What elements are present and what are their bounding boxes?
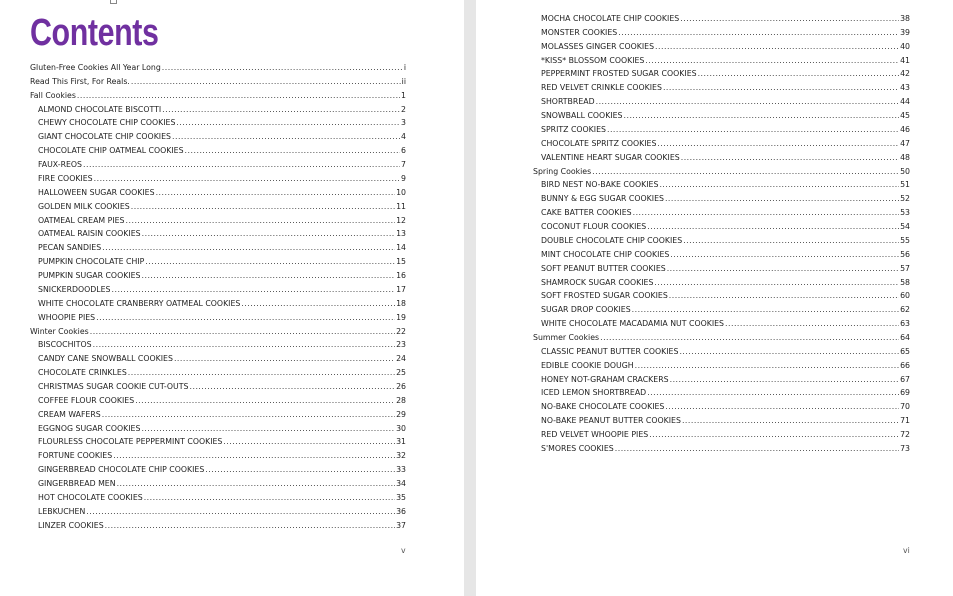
dot-leader xyxy=(135,396,395,406)
toc-entry[interactable] xyxy=(541,388,910,398)
toc-entry-page: 45 xyxy=(900,111,910,121)
toc-entry-label: Winter Cookies xyxy=(30,326,89,336)
toc-entry-page: 72 xyxy=(900,430,910,440)
toc-entry[interactable] xyxy=(30,77,406,87)
dot-leader xyxy=(655,42,899,52)
dot-leader xyxy=(592,167,899,177)
toc-entry-page: 9 xyxy=(401,173,406,183)
toc-entry-page: 23 xyxy=(396,340,406,350)
dot-leader xyxy=(128,368,395,378)
toc-entry[interactable] xyxy=(541,305,910,315)
toc-entry-page: 51 xyxy=(900,180,910,190)
toc-entry-page: 42 xyxy=(900,69,910,79)
toc-entry-page: 63 xyxy=(900,319,910,329)
toc-entry[interactable] xyxy=(38,493,406,503)
toc-entry-page: 38 xyxy=(900,14,910,23)
toc-entry[interactable] xyxy=(38,507,406,517)
toc-entry-label: Summer Cookies xyxy=(533,333,600,342)
dot-leader xyxy=(241,299,395,309)
toc-entry[interactable] xyxy=(541,319,910,329)
toc-entry-label: NO-BAKE CHOCOLATE COOKIES xyxy=(541,402,665,412)
toc-entry-page: 50 xyxy=(900,166,910,176)
toc-entry-page: 7 xyxy=(401,160,406,170)
toc-entry-page: 18 xyxy=(396,298,406,308)
toc-entry-page: 56 xyxy=(900,249,910,259)
toc-entry-page: 28 xyxy=(396,395,406,405)
toc-entry-page: 40 xyxy=(900,41,910,51)
toc-entry[interactable] xyxy=(38,465,406,475)
toc-entry-page: 10 xyxy=(396,187,406,197)
dot-leader xyxy=(90,327,395,337)
toc-entry[interactable] xyxy=(541,347,910,357)
dot-leader xyxy=(654,278,899,288)
toc-entry-label: PUMPKIN CHOCOLATE CHIP xyxy=(38,257,145,267)
toc-entry[interactable] xyxy=(541,125,910,135)
dot-leader xyxy=(141,424,395,434)
dot-leader xyxy=(680,14,899,24)
toc-entry-page: 54 xyxy=(900,222,910,232)
toc-entry-page: 52 xyxy=(900,194,910,204)
toc-entry-label: FAUX-REOS xyxy=(38,160,83,170)
dot-leader xyxy=(635,361,899,371)
toc-entry[interactable] xyxy=(30,327,406,337)
toc-entry[interactable] xyxy=(541,83,910,93)
toc-entry[interactable] xyxy=(38,313,406,323)
toc-entry[interactable] xyxy=(541,208,910,218)
toc-entry-label: COFFEE FLOUR COOKIES xyxy=(38,395,135,405)
toc-entry-page: 46 xyxy=(900,124,910,134)
toc-entry-label: RED VELVET WHOOPIE PIES xyxy=(541,430,649,440)
toc-entry-label: CREAM WAFERS xyxy=(38,409,101,419)
toc-entry-label: *KISS* BLOSSOM COOKIES xyxy=(541,55,645,65)
toc-entry-label: Gluten-Free Cookies All Year Long xyxy=(30,63,161,72)
dot-leader xyxy=(633,208,899,218)
toc-entry[interactable] xyxy=(38,202,406,212)
toc-entry-page: 22 xyxy=(396,326,406,336)
dot-leader xyxy=(665,402,899,412)
toc-entry-page: 32 xyxy=(396,451,406,461)
toc-entry[interactable] xyxy=(541,153,910,163)
page-number-left: v xyxy=(401,546,406,555)
toc-entry-page: 2 xyxy=(401,104,406,114)
toc-entry-page: ii xyxy=(401,76,406,86)
toc-entry-page: 6 xyxy=(401,146,406,156)
dot-leader xyxy=(682,416,899,426)
dot-leader xyxy=(131,202,395,212)
toc-entry[interactable] xyxy=(38,521,406,531)
dot-leader xyxy=(659,180,899,190)
toc-entry-label: BIRD NEST NO-BAKE COOKIES xyxy=(541,180,659,190)
dot-leader xyxy=(93,340,395,350)
toc-entry-page: 60 xyxy=(900,291,910,301)
toc-entry[interactable] xyxy=(541,222,910,232)
dot-leader xyxy=(131,77,401,87)
toc-entry-label: SPRITZ COOKIES xyxy=(541,124,606,134)
toc-entry-page: 47 xyxy=(900,138,910,148)
toc-entry-page: 66 xyxy=(900,360,910,370)
dot-leader xyxy=(86,507,395,517)
toc-entry-page: 41 xyxy=(900,55,910,65)
toc-entry[interactable] xyxy=(541,236,910,246)
dot-leader xyxy=(596,97,899,107)
toc-entry[interactable] xyxy=(541,56,910,66)
toc-entry-label: RED VELVET CRINKLE COOKIES xyxy=(541,83,662,93)
toc-entry[interactable] xyxy=(38,118,406,128)
dot-leader xyxy=(174,354,395,364)
dot-leader xyxy=(172,132,400,142)
toc-entry[interactable] xyxy=(38,479,406,489)
toc-right xyxy=(476,0,953,596)
toc-entry-page: 1 xyxy=(401,90,406,100)
toc-entry[interactable] xyxy=(38,229,406,239)
toc-entry-label: CAKE BATTER COOKIES xyxy=(541,208,632,218)
toc-entry[interactable] xyxy=(541,278,910,288)
toc-entry-label: ICED LEMON SHORTBREAD xyxy=(541,388,647,398)
toc-entry[interactable] xyxy=(38,132,406,142)
toc-entry[interactable] xyxy=(541,42,910,52)
dot-leader xyxy=(647,222,899,232)
dot-leader xyxy=(144,493,395,503)
toc-entry-page: 31 xyxy=(396,437,406,447)
toc-entry-page: 12 xyxy=(396,215,406,225)
toc-entry[interactable] xyxy=(30,63,406,73)
toc-entry-label: LEBKUCHEN xyxy=(38,506,86,516)
toc-entry[interactable] xyxy=(541,180,910,190)
dot-leader xyxy=(96,313,395,323)
toc-entry-label: CLASSIC PEANUT BUTTER COOKIES xyxy=(541,346,679,356)
toc-entry-label: BISCOCHITOS xyxy=(38,340,92,350)
toc-entry-page: 25 xyxy=(396,368,406,378)
toc-entry[interactable] xyxy=(38,174,406,184)
toc-entry[interactable] xyxy=(38,285,406,295)
dot-leader xyxy=(83,160,400,170)
toc-entry-label: CHOCOLATE CRINKLES xyxy=(38,368,127,378)
toc-entry-label: EDIBLE COOKIE DOUGH xyxy=(541,360,634,370)
toc-entry[interactable] xyxy=(38,410,406,420)
toc-entry[interactable] xyxy=(38,105,406,115)
toc-entry-page: 33 xyxy=(396,465,406,475)
toc-entry[interactable] xyxy=(541,444,910,454)
toc-entry-page: 73 xyxy=(900,443,910,453)
page-number-right: vi xyxy=(903,546,910,555)
toc-entry-page: 67 xyxy=(900,374,910,384)
toc-entry[interactable] xyxy=(541,14,910,24)
toc-entry-page: 39 xyxy=(900,27,910,37)
toc-entry-page: 44 xyxy=(900,97,910,107)
toc-entry[interactable] xyxy=(38,396,406,406)
toc-entry-label: PEPPERMINT FROSTED SUGAR COOKIES xyxy=(541,69,697,79)
toc-entry-page: 16 xyxy=(396,271,406,281)
toc-entry-label: Read This First, For Reals. xyxy=(30,76,130,86)
toc-entry[interactable] xyxy=(541,291,910,301)
toc-entry-label: DOUBLE CHOCOLATE CHIP COOKIES xyxy=(541,235,683,245)
dot-leader xyxy=(156,188,396,198)
toc-entry-label: WHOOPIE PIES xyxy=(38,312,96,322)
toc-entry-page: 14 xyxy=(396,243,406,253)
dot-leader xyxy=(600,333,899,343)
toc-entry-page: 3 xyxy=(401,118,406,128)
toc-entry[interactable] xyxy=(541,264,910,274)
dot-leader xyxy=(657,139,899,149)
toc-entry-label: CANDY CANE SNOWBALL COOKIES xyxy=(38,354,173,364)
toc-entry-page: 19 xyxy=(396,312,406,322)
toc-entry-label: GOLDEN MILK COOKIES xyxy=(38,201,130,211)
toc-entry-label: SOFT FROSTED SUGAR COOKIES xyxy=(541,291,668,301)
toc-entry-label: FORTUNE COOKIES xyxy=(38,451,113,461)
toc-entry[interactable] xyxy=(541,194,910,204)
dot-leader xyxy=(223,437,395,447)
toc-entry-page: 30 xyxy=(396,423,406,433)
toc-entry-page: 48 xyxy=(900,152,910,162)
toc-entry-label: SHORTBREAD xyxy=(541,97,595,107)
toc-entry-label: Spring Cookies xyxy=(533,166,592,176)
dot-leader xyxy=(683,236,899,246)
toc-entry[interactable] xyxy=(541,97,910,107)
toc-entry-page: 57 xyxy=(900,263,910,273)
dot-leader xyxy=(618,28,899,38)
toc-entry-label: HONEY NOT-GRAHAM CRACKERS xyxy=(541,374,669,384)
toc-entry-label: MOCHA CHOCOLATE CHIP COOKIES xyxy=(541,14,680,23)
dot-leader xyxy=(185,146,400,156)
toc-entry-label: MOLASSES GINGER COOKIES xyxy=(541,41,655,51)
toc-entry[interactable] xyxy=(533,333,910,343)
toc-entry[interactable] xyxy=(38,299,406,309)
toc-entry-page: 11 xyxy=(396,201,406,211)
toc-entry[interactable] xyxy=(533,167,910,177)
dot-leader xyxy=(126,216,396,226)
toc-entry-label: HALLOWEEN SUGAR COOKIES xyxy=(38,187,155,197)
toc-entry-label: CHOCOLATE CHIP OATMEAL COOKIES xyxy=(38,146,184,156)
toc-entry-page: 58 xyxy=(900,277,910,287)
dot-leader xyxy=(645,56,899,66)
toc-entry[interactable] xyxy=(541,111,910,121)
toc-entry-page: 65 xyxy=(900,346,910,356)
dot-leader xyxy=(142,229,395,239)
left-page xyxy=(0,0,464,596)
toc-entry-label: SNOWBALL COOKIES xyxy=(541,111,623,121)
toc-entry[interactable] xyxy=(38,437,406,447)
dot-leader xyxy=(679,347,899,357)
toc-entry[interactable] xyxy=(38,382,406,392)
toc-entry-page: 62 xyxy=(900,305,910,315)
toc-entry-label: SOFT PEANUT BUTTER COOKIES xyxy=(541,263,666,273)
toc-entry-label: COCONUT FLOUR COOKIES xyxy=(541,222,647,232)
dot-leader xyxy=(162,105,400,115)
toc-entry[interactable] xyxy=(541,430,910,440)
dot-leader xyxy=(102,410,395,420)
toc-entry-page: 36 xyxy=(396,506,406,516)
dot-leader xyxy=(102,243,395,253)
toc-entry[interactable] xyxy=(38,340,406,350)
toc-entry[interactable] xyxy=(38,216,406,226)
toc-entry-page: 34 xyxy=(396,479,406,489)
dot-leader xyxy=(189,382,395,392)
toc-entry-page: 70 xyxy=(900,402,910,412)
dot-leader xyxy=(205,465,395,475)
toc-entry-label: MONSTER COOKIES xyxy=(541,27,618,37)
dot-leader xyxy=(111,285,395,295)
toc-entry-page: 35 xyxy=(396,492,406,502)
dot-leader xyxy=(649,430,899,440)
toc-entry-page: 69 xyxy=(900,388,910,398)
dot-leader xyxy=(669,291,899,301)
toc-entry-label: ALMOND CHOCOLATE BISCOTTI xyxy=(38,104,162,114)
dot-leader xyxy=(667,264,899,274)
dot-leader xyxy=(665,194,899,204)
toc-entry-page: 53 xyxy=(900,208,910,218)
toc-entry-label: CHOCOLATE SPRITZ COOKIES xyxy=(541,138,657,148)
toc-entry[interactable] xyxy=(30,91,406,101)
toc-entry[interactable] xyxy=(38,146,406,156)
dot-leader xyxy=(105,521,395,531)
toc-entry-page: 29 xyxy=(396,409,406,419)
toc-entry-label: SNICKERDOODLES xyxy=(38,284,111,294)
toc-entry[interactable] xyxy=(541,28,910,38)
dot-leader xyxy=(113,451,395,461)
toc-entry-label: CHEWY CHOCOLATE CHIP COOKIES xyxy=(38,118,176,128)
dot-leader xyxy=(77,91,400,101)
toc-entry[interactable] xyxy=(38,451,406,461)
toc-entry[interactable] xyxy=(541,139,910,149)
toc-entry[interactable] xyxy=(541,416,910,426)
toc-entry[interactable] xyxy=(541,361,910,371)
toc-entry-page: i xyxy=(403,63,406,72)
dot-leader xyxy=(623,111,899,121)
toc-entry[interactable] xyxy=(38,160,406,170)
dot-leader xyxy=(725,319,899,329)
dot-leader xyxy=(145,257,395,267)
dot-leader xyxy=(698,69,900,79)
toc-left xyxy=(0,0,464,596)
toc-entry[interactable] xyxy=(38,424,406,434)
toc-entry-label: OATMEAL RAISIN COOKIES xyxy=(38,229,141,239)
dot-leader xyxy=(670,250,899,260)
toc-entry-label: WHITE CHOCOLATE CRANBERRY OATMEAL COOKIES xyxy=(38,298,241,308)
toc-entry[interactable] xyxy=(38,368,406,378)
dot-leader xyxy=(681,153,899,163)
toc-entry-label: GIANT CHOCOLATE CHIP COOKIES xyxy=(38,132,171,142)
toc-entry-page: 17 xyxy=(396,284,406,294)
toc-entry-page: 13 xyxy=(396,229,406,239)
dot-leader xyxy=(162,63,403,73)
dot-leader xyxy=(670,375,899,385)
toc-entry-label: Fall Cookies xyxy=(30,90,76,100)
toc-entry-page: 26 xyxy=(396,382,406,391)
toc-entry-label: CHRISTMAS SUGAR COOKIE CUT-OUTS xyxy=(38,382,189,391)
toc-entry-label: LINZER COOKIES xyxy=(38,520,104,530)
toc-entry-label: GINGERBREAD MEN xyxy=(38,479,116,489)
toc-entry-page: 15 xyxy=(396,257,406,267)
dot-leader xyxy=(615,444,899,454)
toc-entry-label: HOT CHOCOLATE COOKIES xyxy=(38,492,143,502)
right-page xyxy=(476,0,953,596)
toc-entry-label: NO-BAKE PEANUT BUTTER COOKIES xyxy=(541,416,681,426)
toc-entry[interactable] xyxy=(38,243,406,253)
toc-entry-page: 4 xyxy=(401,132,406,142)
toc-entry-label: SUGAR DROP COOKIES xyxy=(541,305,631,315)
toc-entry-label: PECAN SANDIES xyxy=(38,243,102,253)
toc-entry-page: 24 xyxy=(396,354,406,364)
toc-entry[interactable] xyxy=(38,188,406,198)
toc-entry-label: SHAMROCK SUGAR COOKIES xyxy=(541,277,654,287)
dot-leader xyxy=(632,305,899,315)
dot-leader xyxy=(117,479,396,489)
toc-entry-label: PUMPKIN SUGAR COOKIES xyxy=(38,271,141,281)
toc-entry-label: BUNNY & EGG SUGAR COOKIES xyxy=(541,194,664,204)
toc-entry-label: FLOURLESS CHOCOLATE PEPPERMINT COOKIES xyxy=(38,437,223,447)
toc-entry[interactable] xyxy=(541,250,910,260)
toc-entry-label: MINT CHOCOLATE CHIP COOKIES xyxy=(541,249,670,259)
toc-entry[interactable] xyxy=(38,271,406,281)
toc-entry-label: OATMEAL CREAM PIES xyxy=(38,215,125,225)
toc-entry-page: 37 xyxy=(396,520,406,530)
dot-leader xyxy=(142,271,396,281)
toc-entry[interactable] xyxy=(541,69,910,79)
toc-entry-label: S'MORES COOKIES xyxy=(541,443,614,453)
dot-leader xyxy=(607,125,899,135)
toc-entry[interactable] xyxy=(541,402,910,412)
toc-entry-page: 71 xyxy=(900,416,910,426)
toc-entry-page: 55 xyxy=(900,235,910,245)
dot-leader xyxy=(663,83,899,93)
toc-entry-label: GINGERBREAD CHOCOLATE CHIP COOKIES xyxy=(38,465,205,475)
toc-entry-label: FIRE COOKIES xyxy=(38,173,93,183)
toc-entry-label: VALENTINE HEART SUGAR COOKIES xyxy=(541,152,680,162)
toc-entry-page: 43 xyxy=(900,83,910,93)
dot-leader xyxy=(94,174,400,184)
toc-entry-label: WHITE CHOCOLATE MACADAMIA NUT COOKIES xyxy=(541,319,725,329)
dot-leader xyxy=(176,118,400,128)
toc-entry[interactable] xyxy=(541,375,910,385)
contents-title: Contents xyxy=(30,12,159,54)
toc-entry[interactable] xyxy=(38,257,406,267)
toc-entry[interactable] xyxy=(38,354,406,364)
toc-entry-page: 64 xyxy=(900,333,910,342)
toc-entry-label: EGGNOG SUGAR COOKIES xyxy=(38,423,141,433)
dot-leader xyxy=(647,388,899,398)
